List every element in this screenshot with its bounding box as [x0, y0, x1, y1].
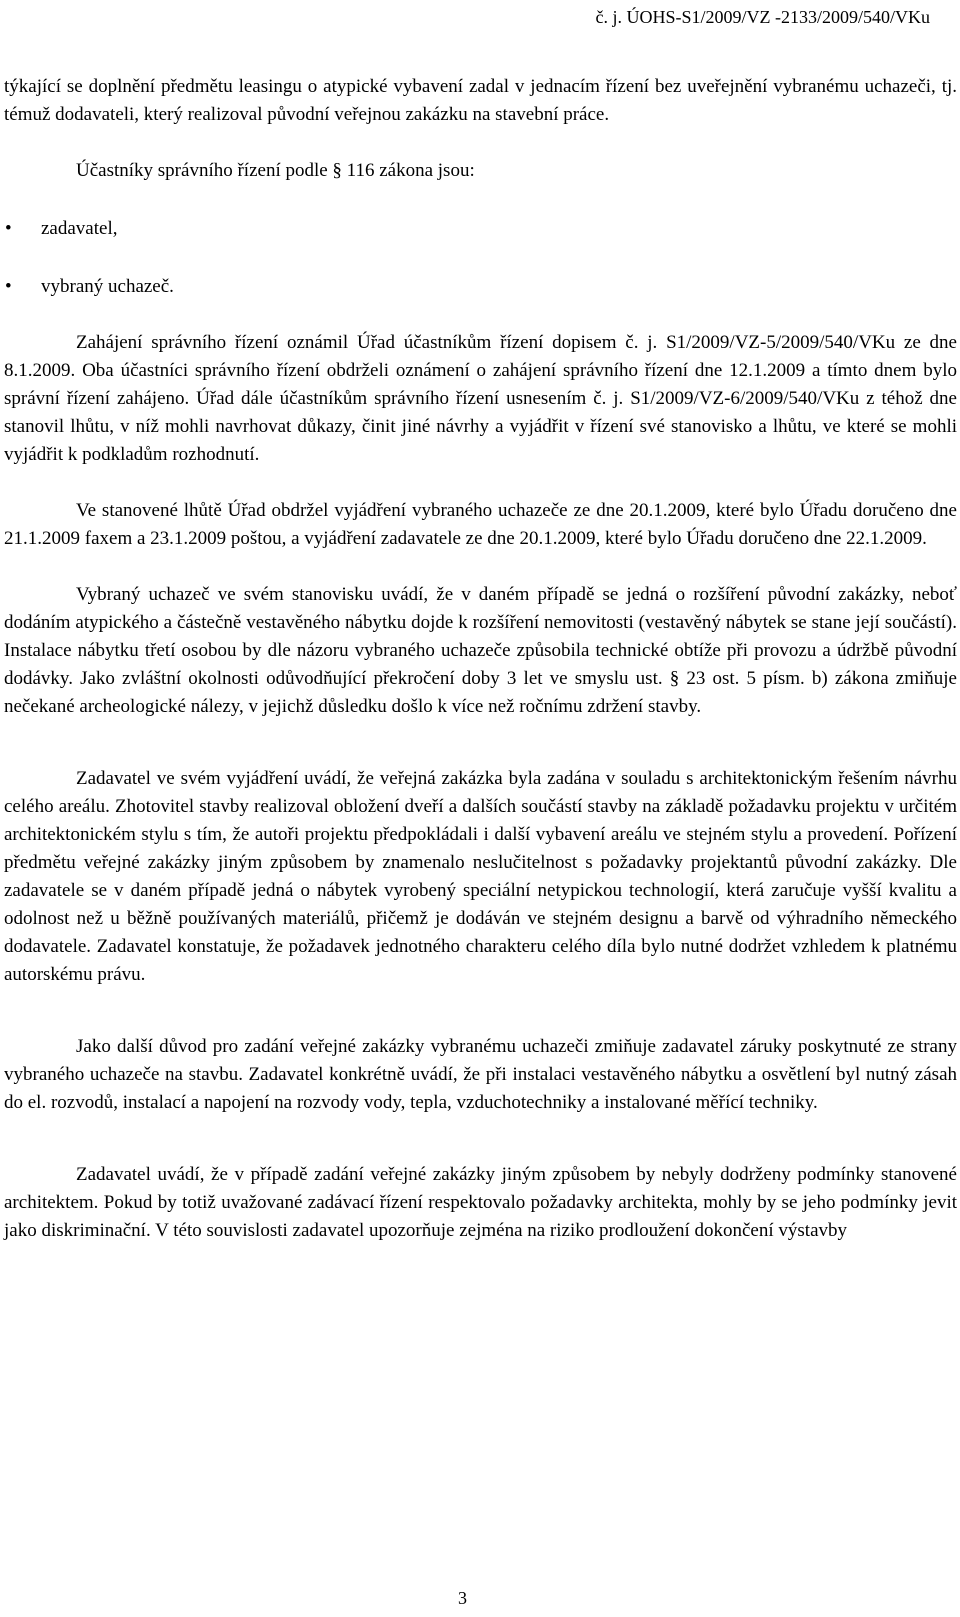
- list-item-text: zadavatel,: [41, 218, 118, 239]
- paragraph-architect-conditions: Zadavatel uvádí, že v případě zadání veřejné zakázky jiným způsobem by nebyly dodrženy podmínky stanovené architektem. Pokud by totiž uvažované zadávací řízení respektovalo požadavky architekta, mohly by se jeho podmínky jevit jako diskriminační. V této souvislosti zadavatel upozorňuje zejména na riziko prodloužení dokončení výstavby: [4, 1164, 957, 1241]
- paragraph-statements-received: Ve stanovené lhůtě Úřad obdržel vyjádření vybraného uchazeče ze dne 20.1.2009, které bylo Úřadu doručeno dne 21.1.2009 faxem a 23.1.2009 poštou, a vyjádření zadavatele ze dne 20.1.2009, které bylo Úřadu doručeno dne 22.1.2009.: [4, 500, 957, 549]
- participants-list: [4, 215, 957, 301]
- paragraph-bidder-statement: Vybraný uchazeč ve svém stanovisku uvádí, že v daném případě se jedná o rozšíření původní zakázky, neboť dodáním atypického a částečně vestavěného nábytku dojde k rozšíření nemovitosti (vestavěný nábytek se stane její součástí). Instalace nábytku třetí osobou by dle názoru vybraného uchazeče způsobila technické obtíže při provozu a údržbě původní dodávky. Jako zvláštní okolnosti odůvodňující překročení doby 3 let ve smyslu ust. § 23 ost. 5 písm. b) zákona zmiňuje nečekané archeologické nálezy, v jejichž důsledku došlo k více než ročnímu zdržení stavby.: [4, 584, 957, 717]
- case-reference-header: č. j. ÚOHS-S1/2009/VZ -2133/2009/540/VKu: [595, 7, 930, 27]
- paragraph-warranty-reason: Jako další důvod pro zadání veřejné zakázky vybranému uchazeči zmiňuje zadavatel záruky poskytnuté ze strany vybraného uchazeče na stavbu. Zadavatel konkrétně uvádí, že při instalaci vestavěného nábytku a osvětlení byl nutný zásah do el. rozvodů, instalací a napojení na rozvody vody, tepla, vzduchotechniky a instalované měřící techniky.: [4, 1036, 957, 1113]
- paragraph-contracting-authority-statement: Zadavatel ve svém vyjádření uvádí, že veřejná zakázka byla zadána v souladu s architektonickým řešením návrhu celého areálu. Zhotovitel stavby realizoval obložení dveří a dalších součástí stavby na základě požadavku projektu v určitém architektonickém stylu s tím, že autoři projektu předpokládali i další vybavení areálu ve stejném stylu a provedení. Pořízení předmětu veřejné zakázky jiným způsobem by znamenalo neslučitelnost s požadavky projektantů původní zakázky. Dle zadavatele se v daném případě jedná o nábytek vyrobený speciální netypickou technologií, která zaručuje vyšší kvalitu a odolnost než u běžně používaných materiálů, přičemž je dodáván ve stejném designu a barvě od výhradního německého dodavatele. Zadavatel konstatuje, že požadavek jednotného charakteru celého díla bylo nutné dodržet vzhledem k platnému autorskému právu.: [4, 768, 957, 985]
- paragraph-proceedings-start: Zahájení správního řízení oznámil Úřad účastníkům řízení dopisem č. j. S1/2009/VZ-5/2009/540/VKu ze dne 8.1.2009. Oba účastníci správního řízení obdrželi oznámení o zahájení správního řízení dne 12.1.2009 a tímto dnem bylo správní řízení zahájeno. Úřad dále účastníkům správního řízení usnesením č. j. S1/2009/VZ-6/2009/540/VKu z téhož dne stanovil lhůtu, v níž mohli navrhovat důkazy, činit jiné návrhy a vyjádřit v řízení své stanovisko a lhůtu, ve které se mohli vyjádřit k podkladům rozhodnutí.: [4, 332, 957, 465]
- bullet-icon: •: [5, 218, 12, 239]
- paragraph-intro-continuation: týkající se doplnění předmětu leasingu o atypické vybavení zadal v jednacím řízení bez uveřejnění vybranému uchazeči, tj. témuž dodavateli, který realizoval původní veřejnou zakázku na stavební práce.: [4, 76, 957, 125]
- paragraph-participants-heading: Účastníky správního řízení podle § 116 zákona jsou:: [76, 160, 475, 181]
- list-item: [4, 215, 957, 243]
- page-number: 3: [458, 1588, 467, 1608]
- bullet-icon: •: [5, 276, 12, 297]
- list-item-text: vybraný uchazeč.: [41, 276, 174, 297]
- document-body: [4, 73, 957, 1245]
- list-item: [4, 273, 957, 301]
